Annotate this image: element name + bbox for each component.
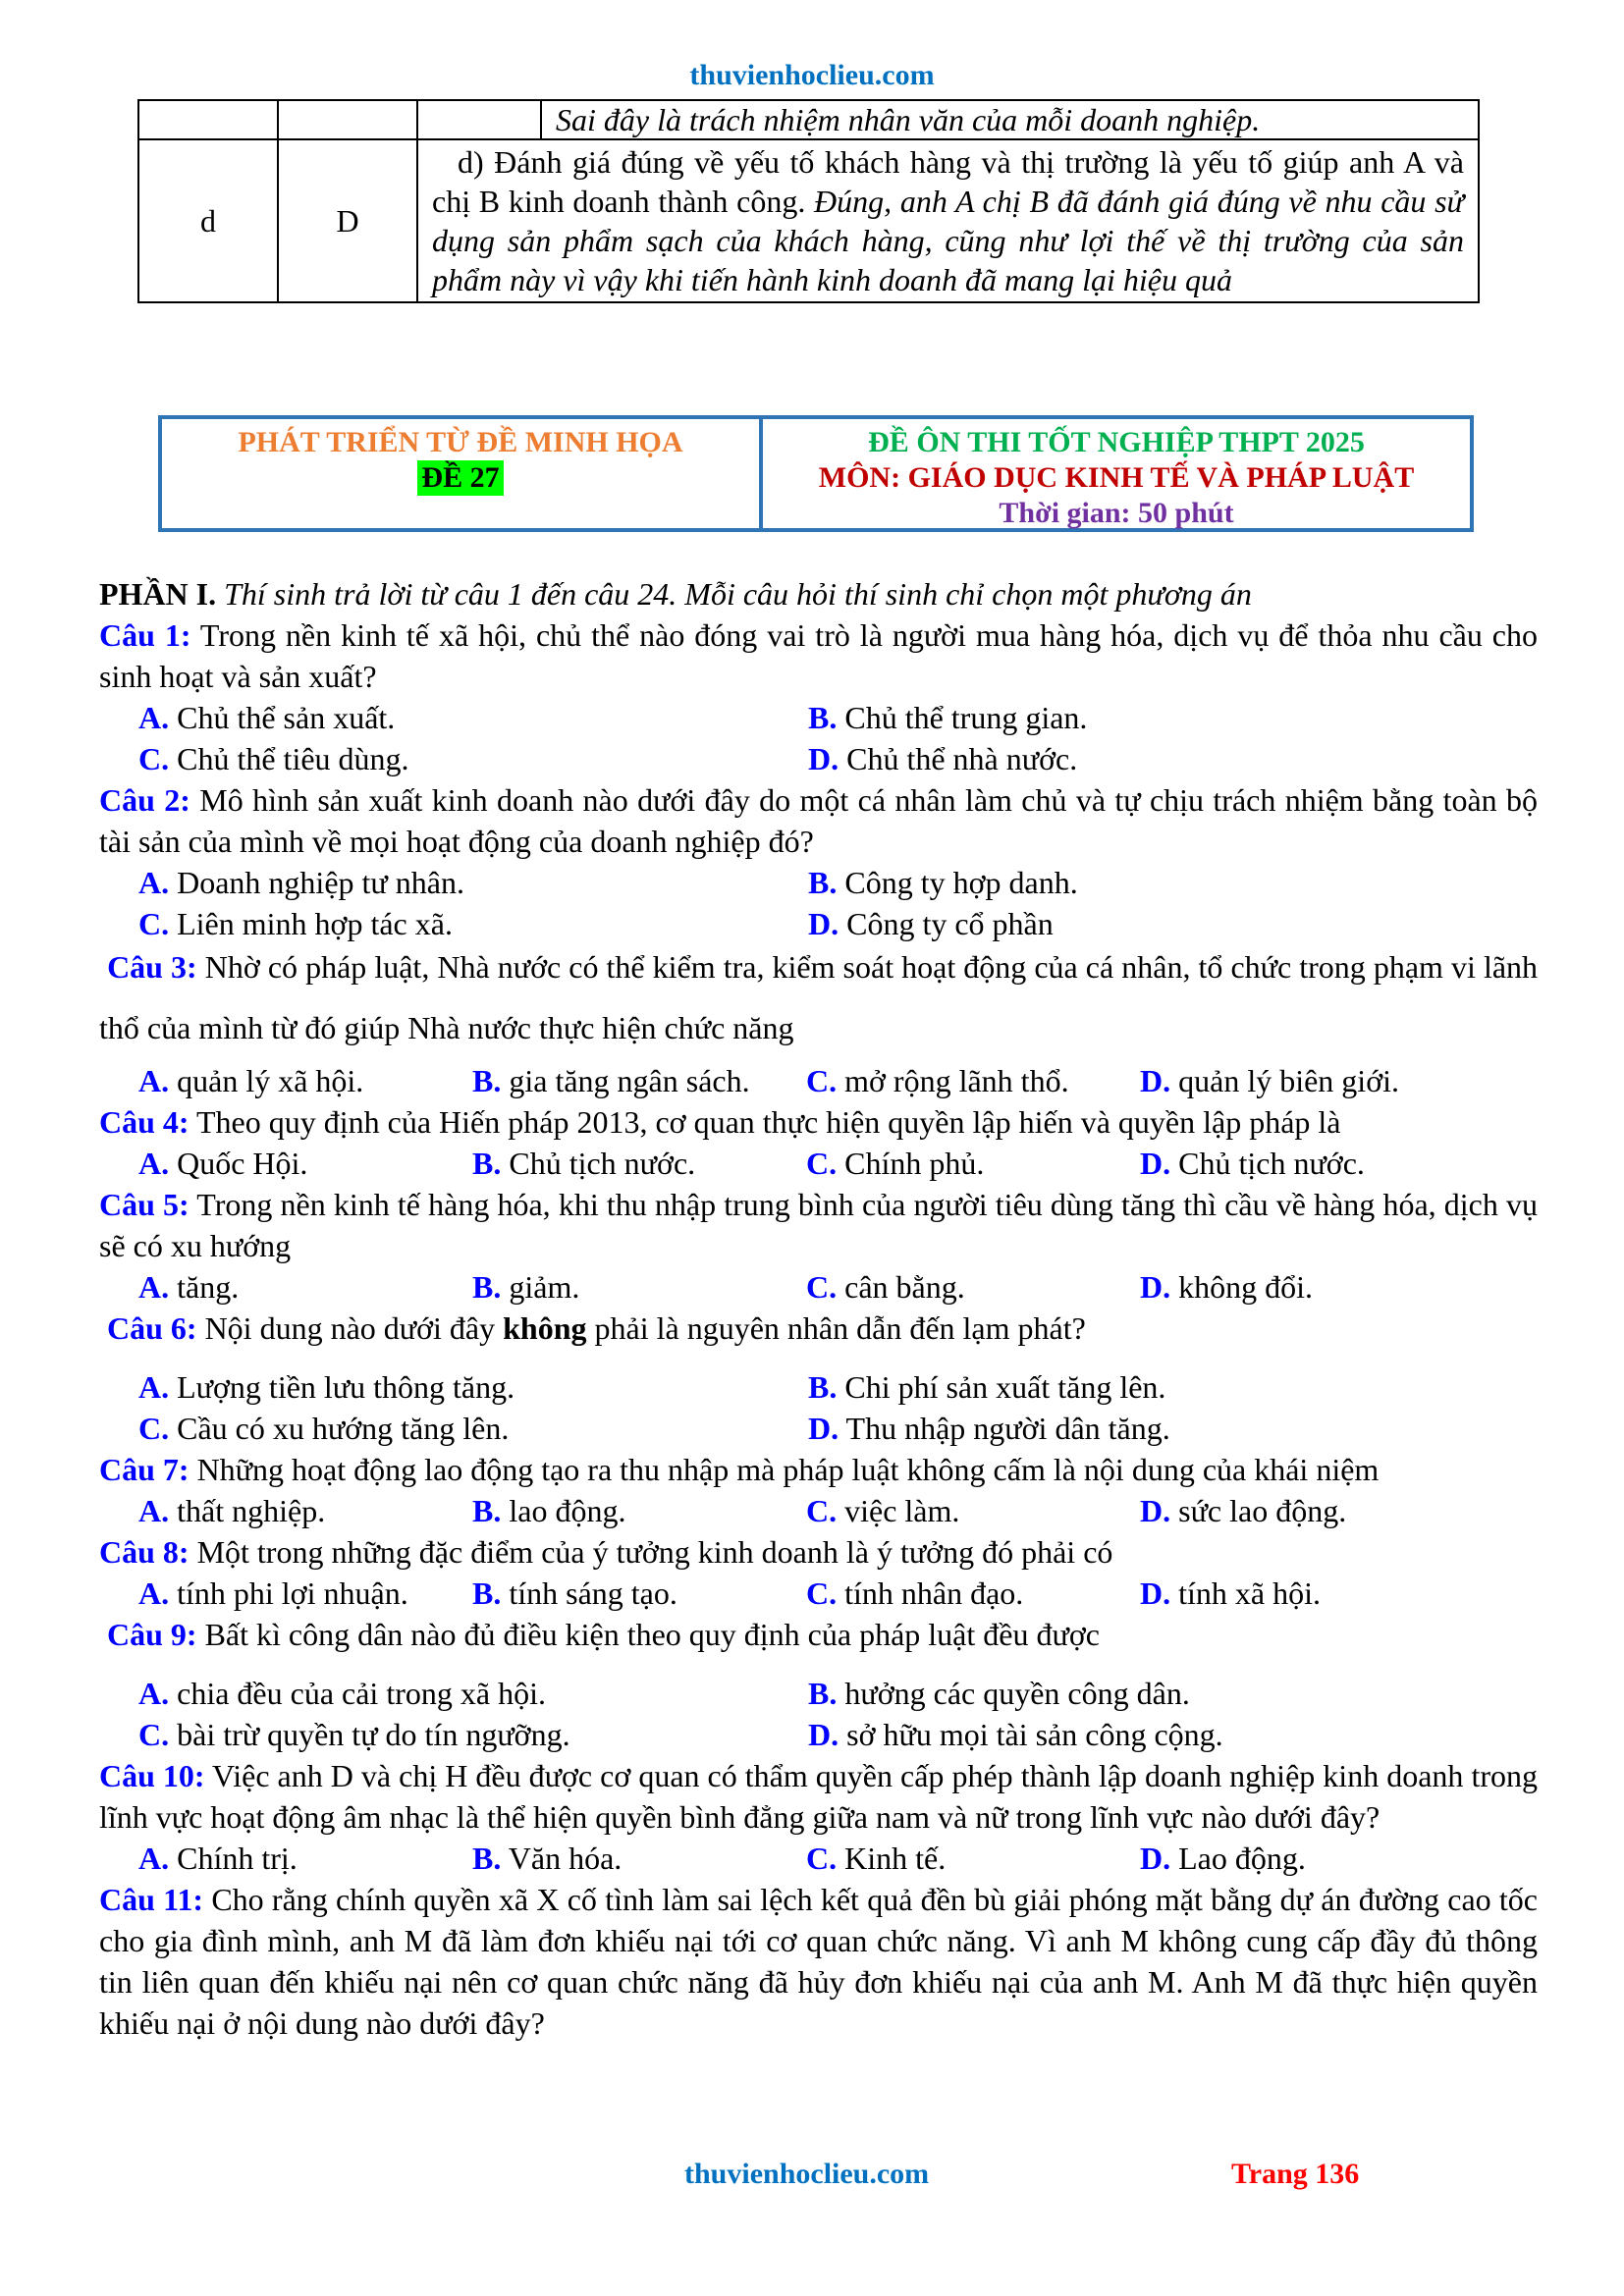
question-9: Câu 9: Bất kì công dân nào đủ điều kiện theo quy định của pháp luật đều được — [107, 1617, 1100, 1652]
question-1: Câu 1: Trong nền kinh tế xã hội, chủ thể nào đóng vai trò là người mua hàng hóa, dịch vụ để thỏa nhu cầu cho sinh hoạt và sản xuất? — [99, 617, 1539, 694]
question-3: Câu 3: Nhờ có pháp luật, Nhà nước có thể kiểm tra, kiểm soát hoạt động của cá nhân, tổ chức trong phạm vi lãnh thổ của mình từ đó giúp Nhà nước thực hiện chức năng — [99, 949, 1539, 1045]
options-row: A. Quốc Hội. B. Chủ tịch nước. C. Chính phủ. D. Chủ tịch nước. — [138, 1146, 1365, 1181]
options-row: A. thất nghiệp. B. lao động. C. việc làm. D. sức lao động. — [138, 1493, 1347, 1528]
exam-header — [158, 415, 1474, 532]
options-row: A. Lượng tiền lưu thông tăng. B. Chi phí sản xuất tăng lên. — [138, 1369, 1166, 1405]
table-row — [138, 139, 1479, 302]
header-right-line2: MÔN: GIÁO DỤC KINH TẾ VÀ PHÁP LUẬT — [818, 461, 1415, 494]
header-right — [763, 419, 1470, 528]
question-4: Câu 4: Theo quy định của Hiến pháp 2013, cơ quan thực hiện quyền lập hiến và quyền lập pháp là — [99, 1104, 1341, 1140]
header-right-line3: Thời gian: 50 phút — [999, 497, 1234, 529]
options-row: A. quản lý xã hội. B. gia tăng ngân sách. C. mở rộng lãnh thổ. D. quản lý biên giới. — [138, 1063, 1399, 1098]
question-7: Câu 7: Những hoạt động lao động tạo ra thu nhập mà pháp luật không cấm là nội dung của khái niệm — [99, 1452, 1380, 1487]
options-row: C. bài trừ quyền tự do tín ngưỡng. D. sở hữu mọi tài sản công cộng. — [138, 1717, 1223, 1752]
part-heading: PHẦN I. Thí sinh trả lời từ câu 1 đến câu 24. Mỗi câu hỏi thí sinh chỉ chọn một phương án — [99, 576, 1252, 612]
options-row: A. tăng. B. giảm. C. cân bằng. D. không đổi. — [138, 1269, 1313, 1305]
row2-text-italic: Đúng, anh A chị B đã đánh giá đúng về nhu cầu sử dụng sản phẩm sạch của khách hàng, cũng như lợi thế về thị trường của sản phẩm này vì vậy khi tiến hành kinh doanh đã mang lại hiệu quả — [432, 184, 1465, 297]
options-row: A. Chủ thể sản xuất. B. Chủ thể trung gian. — [138, 700, 1088, 735]
question-2: Câu 2: Mô hình sản xuất kinh doanh nào dưới đây do một cá nhân làm chủ và tự chịu trách nhiệm bằng toàn bộ tài sản của mình về mọi hoạt động của doanh nghiệp đó? — [99, 782, 1539, 859]
options-row: C. Liên minh hợp tác xã. D. Công ty cổ phần — [138, 906, 1054, 941]
header-left — [162, 419, 763, 528]
options-row: A. Chính trị. B. Văn hóa. C. Kinh tế. D. Lao động. — [138, 1841, 1306, 1876]
question-6: Câu 6: Nội dung nào dưới đây không phải là nguyên nhân dẫn đến lạm phát? — [107, 1310, 1086, 1346]
page-number: Trang 136 — [1231, 2158, 1360, 2190]
options-row: C. Cầu có xu hướng tăng lên. D. Thu nhập người dân tăng. — [138, 1411, 1170, 1446]
row2-text-normal: d) Đánh giá đúng về yếu tố khách hàng và thị trường là yếu tố giúp anh A và chị B kinh doanh thành công. — [432, 144, 1464, 219]
row2-col2: D — [278, 139, 417, 302]
row2-col1: d — [138, 139, 278, 302]
question-5: Câu 5: Trong nền kinh tế hàng hóa, khi thu nhập trung bình của người tiêu dùng tăng thì cầu về hàng hóa, dịch vụ sẽ có xu hướng — [99, 1187, 1539, 1263]
options-row: A. Doanh nghiệp tư nhân. B. Công ty hợp danh. — [138, 865, 1078, 900]
questions-content — [99, 573, 1538, 2044]
answer-table — [137, 99, 1480, 303]
table-row — [138, 100, 1479, 139]
question-11: Câu 11: Cho rằng chính quyền xã X cố tình làm sai lệch kết quả đền bù giải phóng mặt bằng dự án đường cao tốc cho gia đình mình, anh M đã làm đơn khiếu nại tới cơ quan chức năng. Vì anh M không cung cấp đầy đủ thông tin liên quan đến khiếu nại nên cơ quan chức năng đã hủy đơn khiếu nại của anh M. Anh M đã thực hiện quyền khiếu nại ở nội dung nào dưới đây? — [99, 1882, 1539, 2041]
options-row: A. chia đều của cải trong xã hội. B. hưởng các quyền công dân. — [138, 1676, 1190, 1711]
row2-text — [417, 139, 1479, 302]
page-footer — [0, 2158, 1624, 2197]
site-header: thuvienhoclieu.com — [689, 59, 935, 91]
exam-number: ĐỀ 27 — [417, 460, 503, 496]
options-row: C. Chủ thể tiêu dùng. D. Chủ thể nhà nước. — [138, 741, 1078, 776]
header-right-line1: ĐỀ ÔN THI TỐT NGHIỆP THPT 2025 — [868, 426, 1365, 458]
options-row: A. tính phi lợi nhuận. B. tính sáng tạo. C. tính nhân đạo. D. tính xã hội. — [138, 1575, 1321, 1611]
question-10: Câu 10: Việc anh D và chị H đều được cơ quan có thẩm quyền cấp phép thành lập doanh nghiệp kinh doanh trong lĩnh vực hoạt động âm nhạc là thể hiện quyền bình đẳng giữa nam và nữ trong lĩnh vực nào dưới đây? — [99, 1758, 1539, 1835]
row1-text: Sai đây là trách nhiệm nhân văn của mỗi doanh nghiệp. — [541, 100, 1479, 139]
question-8: Câu 8: Một trong những đặc điểm của ý tưởng kinh doanh là ý tưởng đó phải có — [99, 1534, 1113, 1570]
header-left-line1: PHÁT TRIỂN TỪ ĐỀ MINH HỌA — [238, 426, 683, 458]
footer-site: thuvienhoclieu.com — [684, 2158, 930, 2190]
